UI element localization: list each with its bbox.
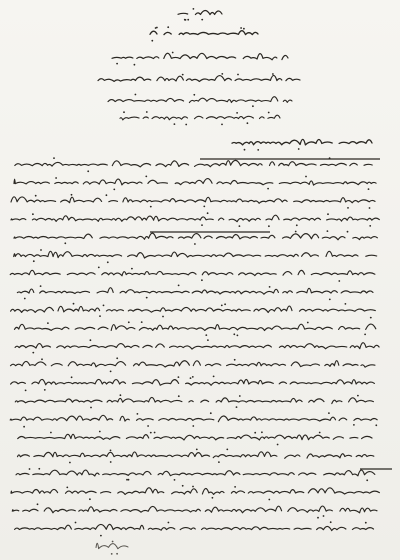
diacritic-dot [100,535,102,537]
diacritic-dot [221,305,223,307]
body-line-6 [14,251,377,258]
diacritic-dot [212,497,214,499]
diacritic-dot [268,225,270,227]
diacritic-dot [185,124,187,126]
diacritic-dot [168,522,170,524]
diacritic-dot [254,432,256,434]
diacritic-dot [329,299,331,301]
diacritic-dot [192,425,194,427]
diacritic-dot [305,176,307,178]
diacritic-dot [172,52,174,54]
diacritic-dot [23,426,25,428]
diacritic-dot [252,105,254,107]
diacritic-dot [40,249,42,251]
diacritic-dot [257,149,259,151]
diacritic-dot [116,63,118,65]
body-line-14 [15,397,373,403]
diacritic-dot [221,73,223,75]
heading-line-1 [178,11,222,15]
diacritic-dot [267,188,269,190]
diacritic-dot [347,207,349,209]
diacritic-dot [35,195,37,197]
diacritic-dot [116,357,118,359]
diacritic-dot [237,335,239,337]
diacritic-dot [328,412,330,414]
body-line-17 [18,452,374,459]
diacritic-dot [178,376,180,378]
body-line-11 [15,343,379,349]
diacritic-dot [116,553,118,555]
body-line-13 [11,379,375,385]
diacritic-dot [298,148,300,150]
diacritic-dot [226,449,228,451]
diacritic-dot [182,485,184,487]
diacritic-dot [137,413,139,415]
diacritic-dot [90,407,92,409]
body-line-3 [11,197,375,203]
body-line-12 [11,361,375,368]
body-line-16 [18,434,372,440]
heading-block [98,8,300,125]
diacritic-dot [203,206,205,208]
diacritic-dot [338,280,340,282]
diacritic-dot [277,444,279,446]
diacritic-dot [193,94,195,96]
diacritic-dot [123,111,125,113]
diacritic-dot [345,303,347,305]
diacritic-dot [268,499,270,501]
diacritic-dot [174,479,176,481]
heading-line-5 [108,97,292,103]
diacritic-dot [224,303,226,305]
diacritic-dot [55,177,57,179]
diacritic-dot [347,231,349,233]
diacritic-dot [182,74,184,76]
body-line-7 [10,270,375,275]
diacritic-dot [64,242,66,244]
diacritic-dot [89,498,91,500]
heading-line-6 [120,115,280,120]
diacritic-dot [327,230,329,232]
diacritic-dot [218,461,220,463]
diacritic-dot [110,450,112,452]
diacritic-dot [99,315,101,317]
diacritic-dot [87,170,89,172]
diacritic-dot [353,424,355,426]
diacritic-dot [40,285,42,287]
diacritic-dot [110,371,112,373]
bottom-mark [96,541,128,555]
body-line-5 [14,233,377,240]
diacritic-dot [193,8,195,10]
diacritic-dot [194,243,196,245]
diacritic-dot [213,376,215,378]
diacritic-dot [178,395,180,397]
diacritic-dot [370,317,372,319]
diacritic-dot [150,432,152,434]
catchword-mark [96,543,128,548]
diacritic-dot [71,376,73,378]
diacritic-dot [243,28,245,30]
diacritic-dot [110,461,112,463]
body-line-1 [15,160,372,167]
diacritic-dot [47,322,49,324]
diacritic-dot [146,297,148,299]
diacritic-dot [150,206,152,208]
diacritic-dot [201,279,203,281]
diacritic-dot [210,412,212,414]
diacritic-dot [307,322,309,324]
diacritic-dot [147,425,149,427]
body-line-9 [11,306,376,312]
diacritic-dot [327,213,329,215]
diacritic-dot [99,431,101,433]
body-line-4 [11,215,379,222]
diacritic-dot [71,194,73,196]
diacritic-dot [234,486,236,488]
diacritic-dot [369,225,371,227]
diacritic-dot [167,26,169,28]
diacritic-dot [268,112,270,114]
diacritic-dot [53,157,55,159]
diacritic-dot [32,213,34,215]
diacritic-dot [178,285,180,287]
diacritic-dot [120,394,122,396]
diacritic-dot [269,286,271,288]
diacritic-dot [75,522,77,524]
heading-line-3 [112,53,288,60]
diacritic-dot [98,267,100,269]
diacritic-dot [201,224,203,226]
heading-line-2 [150,31,258,35]
diacritic-dot [145,176,147,178]
diacritic-dot [37,503,39,505]
diacritic-dot [66,487,68,489]
diacritic-dot [135,94,137,96]
diacritic-dot [323,515,325,517]
diacritic-dot [365,522,367,524]
diacritic-dot [38,468,40,470]
basmala-line [232,139,372,145]
diacritic-dot [261,431,263,433]
diacritic-dot [239,395,241,397]
diacritic-dot [151,40,153,42]
diacritic-dot [44,389,46,391]
body-line-15 [10,415,377,421]
diacritic-dot [190,377,192,379]
diacritic-dot [205,334,207,336]
diacritic-dot [146,111,148,113]
body-line-8 [17,288,373,295]
diacritic-dot [162,316,164,318]
diacritic-dot [184,19,186,21]
diacritic-dot [41,358,43,360]
diacritic-dot [272,73,274,75]
body-line-20 [12,506,377,513]
diacritic-dot [237,74,239,76]
diacritic-dot [368,188,370,190]
diacritic-dot [141,321,143,323]
diacritic-dot [32,352,34,354]
diacritic-dot [330,521,332,523]
diacritic-dot [357,395,359,397]
diacritic-dot [240,27,242,29]
diacritic-dot [192,486,194,488]
diacritic-dot [196,449,198,451]
body-line-19 [11,488,379,495]
diacritic-dot [90,339,92,341]
diacritic-dot [207,212,209,214]
diacritic-dot [364,334,366,336]
body-line-21 [15,524,374,530]
diacritic-dot [126,479,128,481]
diacritic-dot [221,124,223,126]
diacritic-dot [319,432,321,434]
diacritic-dot [128,321,130,323]
diacritic-dot [239,225,241,227]
diacritic-dot [244,149,246,151]
diacritic-dot [73,303,75,305]
body-text-block [10,139,392,536]
diacritic-dot [131,268,133,270]
diacritic-dot [236,406,238,408]
diacritic-dot [134,64,136,66]
diacritic-dot [25,390,27,392]
diacritic-dot [366,479,368,481]
diacritic-dot [103,305,105,307]
diacritic-dot [29,468,31,470]
diacritic-dot [33,260,35,262]
diacritic-dot [187,19,189,21]
diacritic-dot [236,112,238,114]
diacritic-dot [50,432,52,434]
diacritic-dot [233,333,235,335]
diacritic-dot [174,123,176,125]
diacritic-dot [369,207,371,209]
diacritic-dot [295,231,297,233]
diacritic-dot [107,261,109,263]
diacritic-dot [69,462,71,464]
diacritic-dot [317,517,319,519]
diacritic-dot [111,553,113,555]
heading-line-4 [98,75,300,81]
diacritic-dot [207,339,209,341]
diacritic-dot [234,359,236,361]
diacritic-dot [201,19,203,21]
body-line-10 [15,324,376,330]
diacritic-dot [156,27,158,29]
diacritic-dot [192,376,194,378]
diacritic-dot [154,432,156,434]
diacritic-dot [113,189,115,191]
diacritic-dot [112,541,114,543]
body-line-2 [14,179,376,186]
diacritic-dot [247,122,249,124]
diacritic-dot [106,194,108,196]
diacritic-dot [375,424,377,426]
body-line-18 [16,470,375,476]
diacritic-dot [24,298,26,300]
diacritic-dot [296,224,298,226]
